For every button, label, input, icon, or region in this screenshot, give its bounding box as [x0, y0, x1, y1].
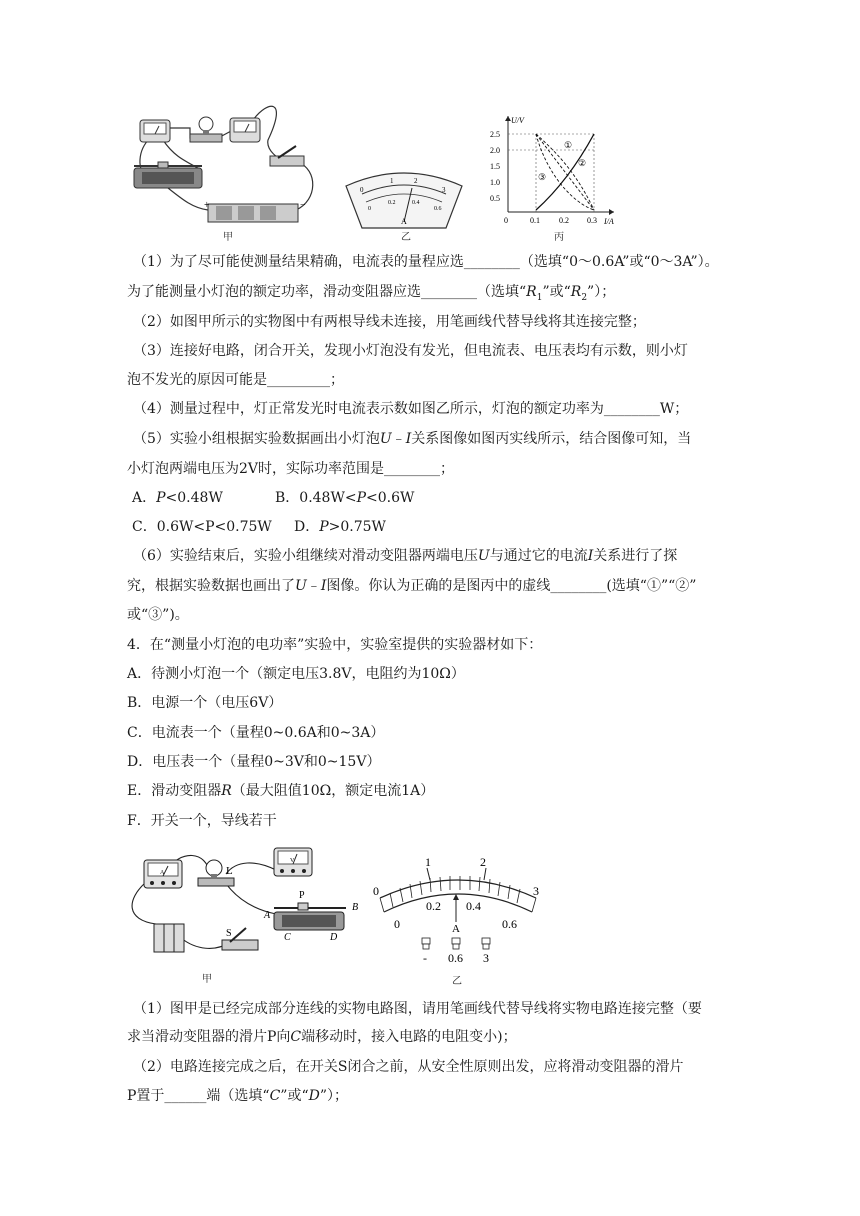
circuit-diagram-q4 — [126, 840, 366, 960]
circuit-diagram-a — [128, 100, 328, 230]
bulb-label: L — [226, 865, 233, 877]
figure-caption-a: 甲 — [223, 232, 233, 243]
q4-part1-cont: 求当滑动变阻器的滑片P向C端移动时，接入电路的电阻变小)； — [127, 1029, 517, 1045]
scale-top: 2 — [480, 855, 486, 869]
y-tick: 2.0 — [490, 146, 500, 155]
y-tick: 2.5 — [490, 130, 500, 139]
ui-graph — [486, 112, 618, 226]
dial-tick-top: 1 — [390, 177, 394, 185]
terminal-minus: - — [423, 951, 427, 965]
svg-text:−: − — [300, 200, 306, 211]
q4-part1: （1）图甲是已经完成部分连线的实物电路图，请用笔画线代替导线将实物电路连接完整（要 — [133, 1001, 702, 1017]
dial-unit: A — [401, 217, 407, 226]
q4-intro: 4．在“测量小灯泡的电功率”实验中，实验室提供的实验器材如下： — [127, 637, 543, 653]
scale-bottom: 0.2 — [426, 899, 441, 913]
option-a: A．P<0.48W — [132, 490, 223, 506]
terminal-a-label: A — [264, 910, 271, 921]
terminal-3: 3 — [483, 951, 489, 965]
svg-text:+: + — [204, 200, 210, 211]
q3-part6: （6）实验结束后，实验小组继续对滑动变阻器两端电压U与通过它的电流I关系进行了探 — [133, 548, 678, 564]
q3-part6-end: 或“③”)。 — [127, 607, 189, 623]
dial-tick-bottom: 0 — [368, 206, 371, 212]
ammeter-scale-q4 — [368, 850, 548, 970]
q3-part1-cont: 为了能测量小灯泡的额定功率，滑动变阻器应选________（选填“$R_1$”或“$R_2$”）； — [127, 284, 616, 303]
q3-part3-cont: 泡不发光的原因可能是_________； — [127, 372, 344, 388]
dial-tick-bottom: 0.2 — [388, 200, 396, 206]
switch-label: S — [226, 928, 232, 939]
q4-part2: （2）电路连接完成之后，在开关S闭合之前，从安全性原则出发，应将滑动变阻器的滑片 — [133, 1059, 684, 1075]
x-tick: 0 — [504, 216, 508, 225]
dial-tick-top: 2 — [414, 177, 418, 185]
q4-item-f: F．开关一个，导线若干 — [127, 813, 277, 829]
q3-part5-cont: 小灯泡两端电压为2V时，实际功率范围是________； — [127, 461, 455, 477]
figure-caption-c: 丙 — [554, 232, 564, 243]
scale-top: 1 — [425, 855, 431, 869]
curve-label: ③ — [538, 172, 547, 182]
q4-part2-cont: P置于______端（选填“C”或“D”）； — [127, 1088, 349, 1104]
terminal-b-label: B — [352, 902, 359, 913]
y-tick: 1.5 — [490, 162, 500, 171]
scale-bottom: 0.4 — [466, 899, 481, 913]
y-tick: 0.5 — [490, 194, 500, 203]
dial-tick-bottom: 0.6 — [434, 206, 442, 212]
ammeter-dial — [342, 166, 466, 236]
option-d: D．P>0.75W — [294, 519, 386, 535]
q3-part6-cont: 究，根据实验数据也画出了U﹣I图像。你认为正确的是图丙中的虚线________(选填“①”“②” — [127, 578, 697, 594]
dial-tick-top: 3 — [442, 186, 446, 194]
q3-part2: （2）如图甲所示的实物图中有两根导线未连接，用笔画线代替导线将其连接完整； — [133, 314, 646, 330]
q3-part5: （5）实验小组根据实验数据画出小灯泡U﹣I关系图像如图丙实线所示，结合图像可知，当 — [133, 431, 692, 447]
ammeter-letter: A — [160, 870, 165, 876]
q4-item-a: A．待测小灯泡一个（额定电压3.8V，电阻约为10Ω） — [127, 666, 465, 682]
figure-caption-b: 乙 — [401, 232, 411, 243]
figure-caption-q4-a: 甲 — [202, 974, 212, 985]
dial-tick-bottom: 0.4 — [412, 200, 420, 206]
q4-item-b: B．电源一个（电压6V） — [127, 695, 283, 711]
q3-part1: （1）为了尽可能使测量结果精确，电流表的量程应选________（选填“0～0.6A”或“0～3A”）。 — [133, 254, 719, 270]
x-tick: 0.3 — [587, 216, 597, 225]
curve-label: ① — [564, 140, 573, 150]
option-c: C．0.6W<P<0.75W — [132, 519, 272, 535]
slider-label: P — [299, 890, 305, 901]
terminal-c-label: C — [284, 932, 291, 943]
q4-item-c: C．电流表一个（量程0~0.6A和0~3A） — [127, 725, 385, 741]
y-axis-label: U/V — [511, 116, 524, 125]
dial-tick-top: 0 — [360, 186, 364, 194]
option-b: B．0.48W<P<0.6W — [275, 490, 415, 506]
scale-top: 3 — [533, 884, 539, 898]
terminal-06: 0.6 — [448, 951, 463, 965]
terminal-d-label: D — [330, 932, 338, 943]
scale-bottom: 0.6 — [502, 917, 517, 931]
curve-label: ② — [578, 158, 587, 168]
y-tick: 1.0 — [490, 178, 500, 187]
q4-item-d: D．电压表一个（量程0~3V和0~15V） — [127, 754, 381, 770]
x-axis-label: I/A — [604, 217, 614, 226]
voltmeter-letter: V — [290, 858, 295, 864]
q3-part4: （4）测量过程中，灯正常发光时电流表示数如图乙所示，灯泡的额定功率为________W； — [133, 401, 689, 417]
scale-top: 0 — [373, 884, 379, 898]
x-tick: 0.2 — [559, 216, 569, 225]
scale-unit: A — [452, 923, 460, 935]
q3-part3: （3）连接好电路，闭合开关，发现小灯泡没有发光，但电流表、电压表均有示数，则小灯 — [133, 343, 688, 359]
scale-bottom: 0 — [394, 917, 400, 931]
q4-item-e: E．滑动变阻器R（最大阻值10Ω，额定电流1A） — [127, 783, 435, 799]
figure-caption-q4-b: 乙 — [452, 976, 462, 987]
x-tick: 0.1 — [530, 216, 540, 225]
